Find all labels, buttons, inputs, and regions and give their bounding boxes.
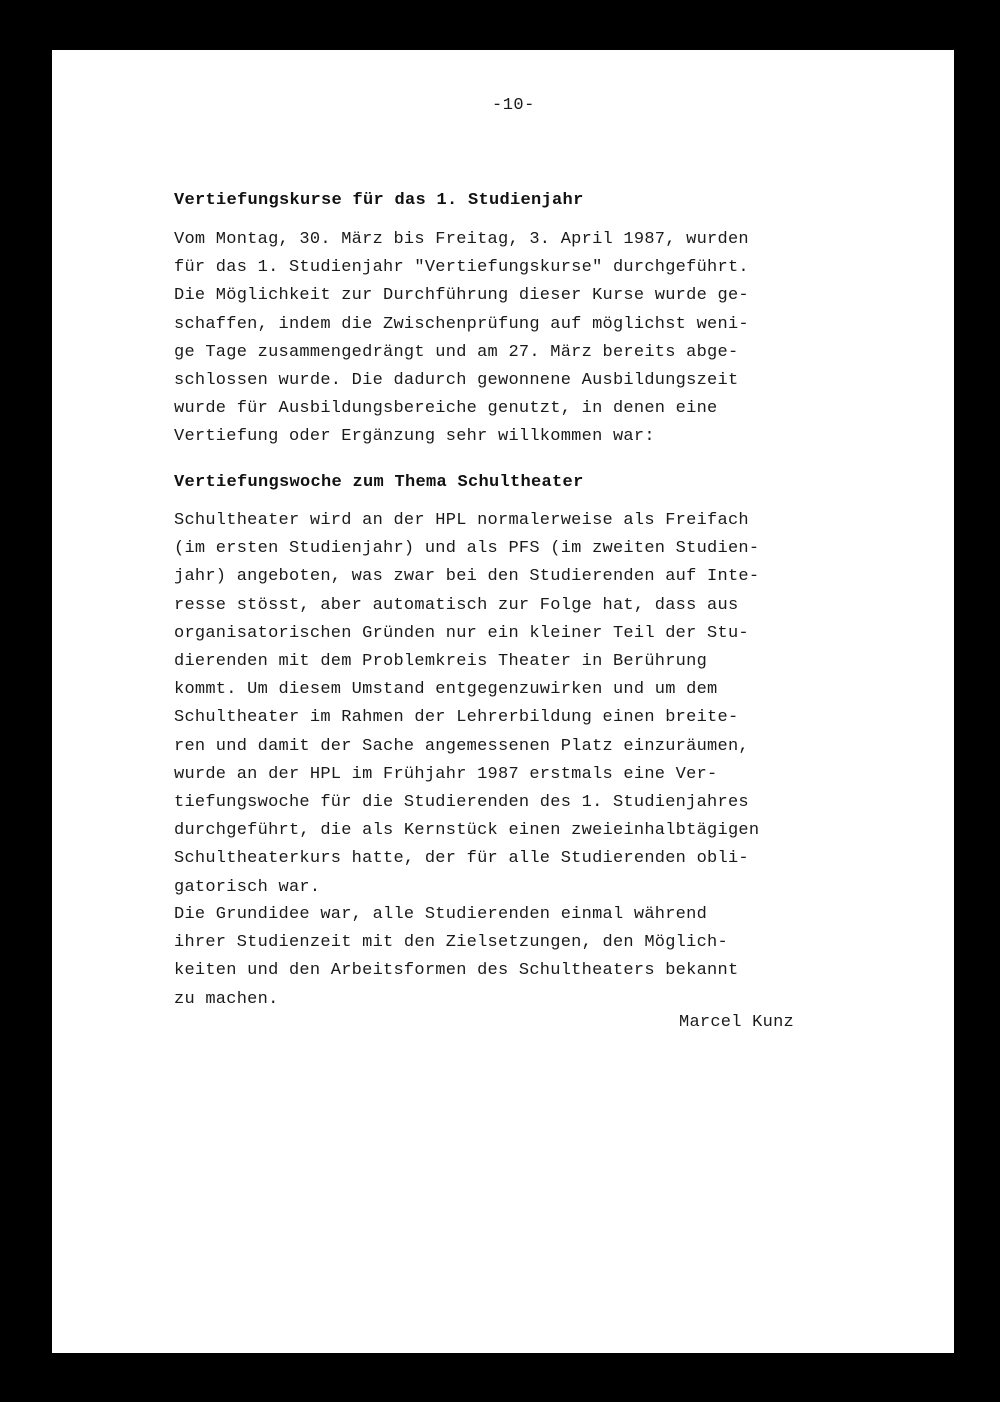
- text-line: organisatorischen Gründen nur ein kleiner Teil der Stu-: [174, 623, 749, 643]
- document-page: [52, 50, 954, 1353]
- text-line: schaffen, indem die Zwischenprüfung auf möglichst weni-: [174, 314, 749, 334]
- text-line: ren und damit der Sache angemessenen Platz einzuräumen,: [174, 736, 749, 756]
- text-line: Schultheater im Rahmen der Lehrerbildung einen breite-: [174, 708, 739, 728]
- section-heading-schultheater: Vertiefungswoche zum Thema Schultheater: [174, 473, 584, 492]
- text-line: schlossen wurde. Die dadurch gewonnene Ausbildungszeit: [174, 371, 739, 391]
- text-line: tiefungswoche für die Studierenden des 1. Studienjahres: [174, 793, 749, 813]
- paragraph-grundidee: [174, 901, 738, 1014]
- text-line: Die Möglichkeit zur Durchführung dieser Kurse wurde ge-: [174, 286, 749, 306]
- paragraph-vertiefungskurse: [174, 226, 749, 452]
- text-line: resse stösst, aber automatisch zur Folge hat, dass aus: [174, 595, 739, 615]
- text-line: keiten und den Arbeitsformen des Schultheaters bekannt: [174, 961, 739, 981]
- text-line: wurde für Ausbildungsbereiche genutzt, in denen eine: [174, 399, 718, 419]
- text-line: Vertiefung oder Ergänzung sehr willkommen war:: [174, 427, 655, 447]
- text-line: gatorisch war.: [174, 877, 321, 897]
- text-line: (im ersten Studienjahr) und als PFS (im zweiten Studien-: [174, 539, 760, 559]
- text-line: jahr) angeboten, was zwar bei den Studierenden auf Inte-: [174, 567, 760, 587]
- author-signature: Marcel Kunz: [679, 1013, 794, 1032]
- text-line: durchgeführt, die als Kernstück einen zweieinhalbtägigen: [174, 821, 760, 841]
- text-line: Vom Montag, 30. März bis Freitag, 3. April 1987, wurden: [174, 230, 749, 249]
- text-line: wurde an der HPL im Frühjahr 1987 erstmals eine Ver-: [174, 764, 718, 784]
- text-line: kommt. Um diesem Umstand entgegenzuwirken und um dem: [174, 680, 718, 700]
- text-line: Die Grundidee war, alle Studierenden einmal während: [174, 905, 708, 924]
- text-line: Schultheaterkurs hatte, der für alle Studierenden obli-: [174, 849, 749, 869]
- text-line: dierenden mit dem Problemkreis Theater in Berührung: [174, 652, 708, 672]
- paragraph-schultheater: [174, 507, 759, 902]
- text-line: ihrer Studienzeit mit den Zielsetzungen, den Möglich-: [174, 933, 728, 953]
- text-line: zu machen.: [174, 989, 279, 1009]
- section-heading-vertiefungskurse: Vertiefungskurse für das 1. Studienjahr: [174, 191, 584, 210]
- text-line: Schultheater wird an der HPL normalerweise als Freifach: [174, 511, 749, 530]
- page-number: -10-: [492, 96, 535, 115]
- text-line: für das 1. Studienjahr "Vertiefungskurse" durchgeführt.: [174, 258, 749, 278]
- text-line: ge Tage zusammengedrängt und am 27. März bereits abge-: [174, 342, 739, 362]
